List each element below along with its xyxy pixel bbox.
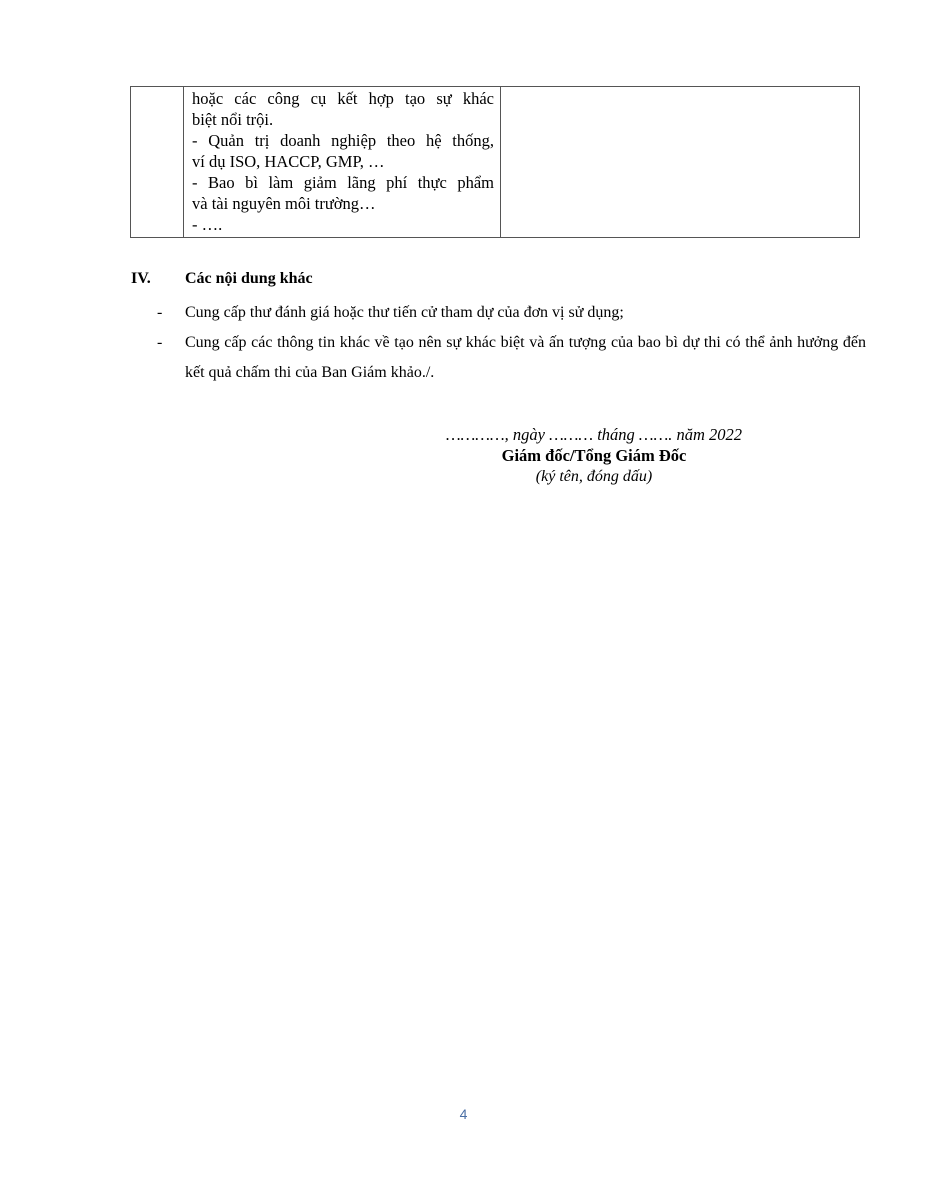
- list-item: [131, 298, 866, 328]
- cell-line: - Quản trị doanh nghiệp theo hệ thống,: [192, 131, 494, 150]
- cell-line: - ….: [192, 215, 223, 234]
- table-cell-index: [131, 87, 184, 238]
- cell-line: và tài nguyên môi trường…: [192, 194, 376, 213]
- section-heading: [131, 268, 871, 290]
- page-number: 4: [459, 1106, 468, 1122]
- cell-line: - Bao bì làm giảm lãng phí thực phẩm: [192, 173, 494, 192]
- table-row: [131, 87, 860, 238]
- bullet-text: Cung cấp thư đánh giá hoặc thư tiến cử tham dự của đơn vị sử dụng;: [185, 304, 624, 321]
- date-line: …………, ngày ……… tháng ……. năm 2022: [445, 425, 743, 444]
- signature-block: [410, 424, 778, 487]
- continued-table: [130, 86, 860, 238]
- signature-note: (ký tên, đóng dấu): [535, 468, 653, 485]
- cell-line: hoặc các công cụ kết hợp tạo sự khác: [192, 89, 494, 108]
- cell-line: biệt nổi trội.: [192, 110, 274, 129]
- section-number: IV.: [131, 270, 151, 287]
- list-item: [131, 328, 866, 388]
- bullet-list: [131, 298, 866, 388]
- section-iv: [131, 268, 871, 290]
- bullet-text: Cung cấp các thông tin khác về tạo nên sự khác biệt và ấn tượng của bao bì dự thi có thể ảnh hưởng đến kết quả chấm thi của Ban Giám khảo./.: [185, 334, 866, 381]
- bullet-marker: -: [157, 334, 163, 351]
- section-title: Các nội dung khác: [185, 270, 313, 287]
- bullet-marker: -: [157, 304, 163, 321]
- table-cell-notes: [501, 87, 860, 238]
- cell-line: ví dụ ISO, HACCP, GMP, …: [192, 152, 385, 171]
- table-cell-content: [184, 87, 501, 238]
- signer-role: Giám đốc/Tổng Giám Đốc: [501, 446, 687, 465]
